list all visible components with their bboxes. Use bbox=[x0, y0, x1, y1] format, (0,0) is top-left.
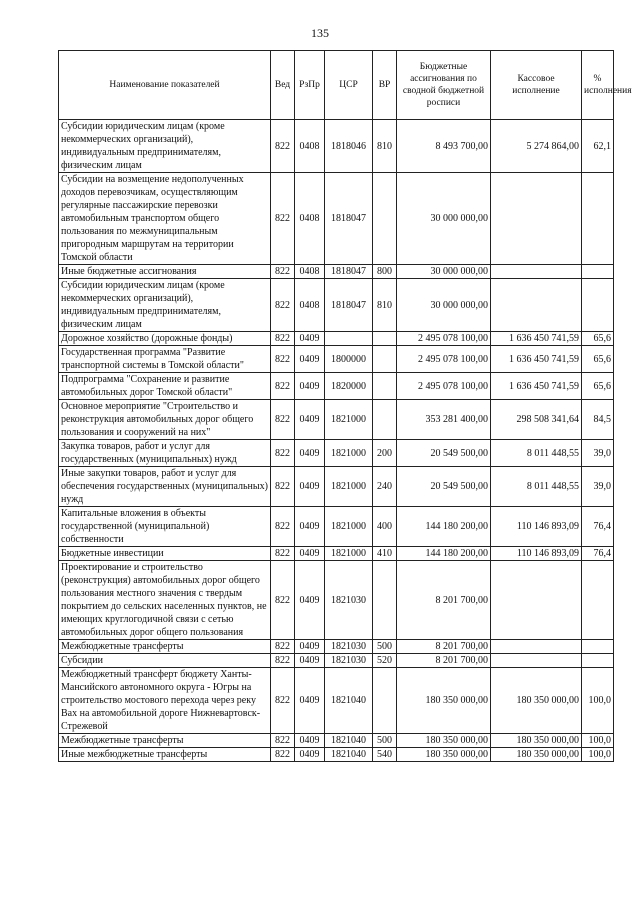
cell-rzpr: 0409 bbox=[295, 332, 325, 346]
cell-pct: 62,1 bbox=[582, 120, 614, 173]
cell-cash bbox=[491, 173, 582, 265]
cell-budget: 30 000 000,00 bbox=[397, 279, 491, 332]
cell-budget: 20 549 500,00 bbox=[397, 467, 491, 507]
cell-budget: 144 180 200,00 bbox=[397, 547, 491, 561]
cell-name: Проектирование и строительство (реконструкция) автомобильных дорог общего пользования местного значения с твердым покрытием до сельских населенных пунктов, не имеющих круглогодичной связи с сетью автомобильных дорог общего пользования bbox=[59, 561, 271, 640]
table-row bbox=[59, 373, 614, 400]
cell-pct bbox=[582, 654, 614, 668]
cell-vr: 800 bbox=[373, 265, 397, 279]
cell-name: Межбюджетные трансферты bbox=[59, 640, 271, 654]
cell-name: Субсидии на возмещение недополученных доходов перевозчикам, осуществляющим регулярные пассажирские перевозки автомобильным транспортом общего пользования по межмуниципальным пригородным маршрутам на территории Томской области bbox=[59, 173, 271, 265]
cell-csr: 1821000 bbox=[325, 507, 373, 547]
cell-csr: 1821040 bbox=[325, 668, 373, 734]
cell-vr bbox=[373, 400, 397, 440]
cell-cash: 8 011 448,55 bbox=[491, 440, 582, 467]
cell-cash: 180 350 000,00 bbox=[491, 734, 582, 748]
cell-csr: 1820000 bbox=[325, 373, 373, 400]
cell-cash bbox=[491, 279, 582, 332]
header-csr: ЦСР bbox=[325, 51, 373, 120]
cell-pct: 39,0 bbox=[582, 467, 614, 507]
cell-budget: 30 000 000,00 bbox=[397, 265, 491, 279]
cell-vr: 810 bbox=[373, 279, 397, 332]
cell-name: Межбюджетные трансферты bbox=[59, 734, 271, 748]
table-row bbox=[59, 748, 614, 762]
cell-budget: 2 495 078 100,00 bbox=[397, 346, 491, 373]
cell-ved: 822 bbox=[271, 440, 295, 467]
cell-ved: 822 bbox=[271, 654, 295, 668]
cell-cash: 8 011 448,55 bbox=[491, 467, 582, 507]
header-budget: Бюджетные ассигнования по сводной бюджетной росписи bbox=[397, 51, 491, 120]
cell-pct bbox=[582, 173, 614, 265]
cell-csr: 1818046 bbox=[325, 120, 373, 173]
table-row bbox=[59, 279, 614, 332]
cell-rzpr: 0408 bbox=[295, 120, 325, 173]
cell-budget: 180 350 000,00 bbox=[397, 748, 491, 762]
cell-name: Иные межбюджетные трансферты bbox=[59, 748, 271, 762]
table-row bbox=[59, 668, 614, 734]
table-row bbox=[59, 507, 614, 547]
cell-vr bbox=[373, 668, 397, 734]
cell-csr: 1821000 bbox=[325, 547, 373, 561]
cell-pct bbox=[582, 279, 614, 332]
cell-ved: 822 bbox=[271, 120, 295, 173]
cell-pct: 39,0 bbox=[582, 440, 614, 467]
cell-cash: 1 636 450 741,59 bbox=[491, 332, 582, 346]
cell-vr: 200 bbox=[373, 440, 397, 467]
cell-rzpr: 0409 bbox=[295, 346, 325, 373]
cell-ved: 822 bbox=[271, 748, 295, 762]
cell-rzpr: 0409 bbox=[295, 440, 325, 467]
cell-cash: 1 636 450 741,59 bbox=[491, 373, 582, 400]
header-name: Наименование показателей bbox=[59, 51, 271, 120]
cell-pct: 100,0 bbox=[582, 748, 614, 762]
cell-ved: 822 bbox=[271, 734, 295, 748]
table-row bbox=[59, 346, 614, 373]
cell-csr: 1821040 bbox=[325, 734, 373, 748]
header-cash: Кассовое исполнение bbox=[491, 51, 582, 120]
page-number: 135 bbox=[311, 26, 329, 40]
cell-rzpr: 0409 bbox=[295, 547, 325, 561]
cell-budget: 8 201 700,00 bbox=[397, 654, 491, 668]
cell-ved: 822 bbox=[271, 467, 295, 507]
cell-pct: 100,0 bbox=[582, 668, 614, 734]
cell-pct: 65,6 bbox=[582, 346, 614, 373]
cell-cash: 1 636 450 741,59 bbox=[491, 346, 582, 373]
cell-csr: 1821040 bbox=[325, 748, 373, 762]
cell-ved: 822 bbox=[271, 373, 295, 400]
cell-pct bbox=[582, 265, 614, 279]
cell-pct: 84,5 bbox=[582, 400, 614, 440]
cell-csr: 1821030 bbox=[325, 640, 373, 654]
cell-vr: 500 bbox=[373, 734, 397, 748]
table-row bbox=[59, 654, 614, 668]
cell-budget: 20 549 500,00 bbox=[397, 440, 491, 467]
cell-rzpr: 0409 bbox=[295, 467, 325, 507]
cell-ved: 822 bbox=[271, 346, 295, 373]
cell-pct bbox=[582, 561, 614, 640]
cell-budget: 180 350 000,00 bbox=[397, 734, 491, 748]
table-row bbox=[59, 734, 614, 748]
cell-rzpr: 0409 bbox=[295, 668, 325, 734]
table-row bbox=[59, 173, 614, 265]
cell-ved: 822 bbox=[271, 547, 295, 561]
cell-pct bbox=[582, 640, 614, 654]
cell-cash bbox=[491, 640, 582, 654]
cell-vr: 540 bbox=[373, 748, 397, 762]
header-ved: Вед bbox=[271, 51, 295, 120]
cell-cash: 298 508 341,64 bbox=[491, 400, 582, 440]
cell-name: Субсидии юридическим лицам (кроме некоммерческих организаций), индивидуальным предпринимателям, физическим лицам bbox=[59, 279, 271, 332]
cell-vr bbox=[373, 373, 397, 400]
cell-csr: 1821000 bbox=[325, 467, 373, 507]
cell-pct: 65,6 bbox=[582, 373, 614, 400]
cell-csr: 1818047 bbox=[325, 173, 373, 265]
cell-budget: 8 493 700,00 bbox=[397, 120, 491, 173]
cell-pct: 100,0 bbox=[582, 734, 614, 748]
cell-vr: 400 bbox=[373, 507, 397, 547]
cell-ved: 822 bbox=[271, 265, 295, 279]
cell-name: Дорожное хозяйство (дорожные фонды) bbox=[59, 332, 271, 346]
cell-name: Субсидии bbox=[59, 654, 271, 668]
cell-vr bbox=[373, 346, 397, 373]
cell-csr: 1821000 bbox=[325, 400, 373, 440]
cell-rzpr: 0409 bbox=[295, 654, 325, 668]
cell-rzpr: 0409 bbox=[295, 748, 325, 762]
cell-name: Государственная программа "Развитие транспортной системы в Томской области" bbox=[59, 346, 271, 373]
table-row bbox=[59, 547, 614, 561]
cell-name: Закупка товаров, работ и услуг для государственных (муниципальных) нужд bbox=[59, 440, 271, 467]
cell-budget: 30 000 000,00 bbox=[397, 173, 491, 265]
cell-budget: 353 281 400,00 bbox=[397, 400, 491, 440]
cell-rzpr: 0409 bbox=[295, 640, 325, 654]
cell-rzpr: 0408 bbox=[295, 173, 325, 265]
cell-name: Иные закупки товаров, работ и услуг для обеспечения государственных (муниципальных) нужд bbox=[59, 467, 271, 507]
cell-ved: 822 bbox=[271, 668, 295, 734]
cell-name: Подпрограмма "Сохранение и развитие автомобильных дорог Томской области" bbox=[59, 373, 271, 400]
table-row bbox=[59, 640, 614, 654]
cell-vr bbox=[373, 173, 397, 265]
cell-name: Капитальные вложения в объекты государственной (муниципальной) собственности bbox=[59, 507, 271, 547]
cell-cash bbox=[491, 561, 582, 640]
cell-ved: 822 bbox=[271, 561, 295, 640]
cell-pct: 76,4 bbox=[582, 547, 614, 561]
cell-rzpr: 0409 bbox=[295, 734, 325, 748]
cell-budget: 2 495 078 100,00 bbox=[397, 373, 491, 400]
table-row bbox=[59, 332, 614, 346]
cell-ved: 822 bbox=[271, 279, 295, 332]
header-pct: % исполнения bbox=[582, 51, 614, 120]
cell-csr: 1821030 bbox=[325, 561, 373, 640]
cell-ved: 822 bbox=[271, 640, 295, 654]
cell-budget: 8 201 700,00 bbox=[397, 640, 491, 654]
table-row bbox=[59, 265, 614, 279]
table-row bbox=[59, 440, 614, 467]
cell-rzpr: 0409 bbox=[295, 507, 325, 547]
table-row bbox=[59, 120, 614, 173]
cell-ved: 822 bbox=[271, 400, 295, 440]
table-row bbox=[59, 400, 614, 440]
cell-name: Межбюджетный трансферт бюджету Ханты-Мансийского автономного округа - Югры на строительство мостового перехода через реку Вах на автомобильной дороге Нижневартовск-Стрежевой bbox=[59, 668, 271, 734]
table-row bbox=[59, 561, 614, 640]
cell-ved: 822 bbox=[271, 507, 295, 547]
cell-csr: 1821030 bbox=[325, 654, 373, 668]
cell-rzpr: 0409 bbox=[295, 561, 325, 640]
cell-budget: 144 180 200,00 bbox=[397, 507, 491, 547]
cell-vr: 520 bbox=[373, 654, 397, 668]
budget-execution-table bbox=[58, 50, 632, 762]
cell-rzpr: 0409 bbox=[295, 400, 325, 440]
cell-rzpr: 0408 bbox=[295, 265, 325, 279]
cell-vr bbox=[373, 332, 397, 346]
cell-cash: 5 274 864,00 bbox=[491, 120, 582, 173]
cell-vr: 240 bbox=[373, 467, 397, 507]
cell-cash: 180 350 000,00 bbox=[491, 668, 582, 734]
cell-ved: 822 bbox=[271, 332, 295, 346]
cell-cash: 110 146 893,09 bbox=[491, 507, 582, 547]
cell-vr: 810 bbox=[373, 120, 397, 173]
cell-vr: 500 bbox=[373, 640, 397, 654]
cell-csr: 1818047 bbox=[325, 265, 373, 279]
cell-cash: 180 350 000,00 bbox=[491, 748, 582, 762]
header-vr: ВР bbox=[373, 51, 397, 120]
cell-rzpr: 0409 bbox=[295, 373, 325, 400]
cell-csr: 1821000 bbox=[325, 440, 373, 467]
cell-csr: 1818047 bbox=[325, 279, 373, 332]
cell-vr: 410 bbox=[373, 547, 397, 561]
cell-csr bbox=[325, 332, 373, 346]
cell-rzpr: 0408 bbox=[295, 279, 325, 332]
cell-budget: 180 350 000,00 bbox=[397, 668, 491, 734]
cell-csr: 1800000 bbox=[325, 346, 373, 373]
cell-name: Бюджетные инвестиции bbox=[59, 547, 271, 561]
cell-budget: 2 495 078 100,00 bbox=[397, 332, 491, 346]
table-header-row bbox=[59, 51, 614, 120]
cell-cash bbox=[491, 265, 582, 279]
cell-pct: 65,6 bbox=[582, 332, 614, 346]
header-rzpr: РзПр bbox=[295, 51, 325, 120]
table-row bbox=[59, 467, 614, 507]
cell-vr bbox=[373, 561, 397, 640]
cell-name: Иные бюджетные ассигнования bbox=[59, 265, 271, 279]
cell-name: Основное мероприятие "Строительство и реконструкция автомобильных дорог общего пользования и сооружений на них" bbox=[59, 400, 271, 440]
cell-cash bbox=[491, 654, 582, 668]
cell-pct: 76,4 bbox=[582, 507, 614, 547]
cell-cash: 110 146 893,09 bbox=[491, 547, 582, 561]
table-body bbox=[59, 120, 614, 762]
cell-ved: 822 bbox=[271, 173, 295, 265]
cell-name: Субсидии юридическим лицам (кроме некоммерческих организаций), индивидуальным предпринимателям, физическим лицам bbox=[59, 120, 271, 173]
cell-budget: 8 201 700,00 bbox=[397, 561, 491, 640]
